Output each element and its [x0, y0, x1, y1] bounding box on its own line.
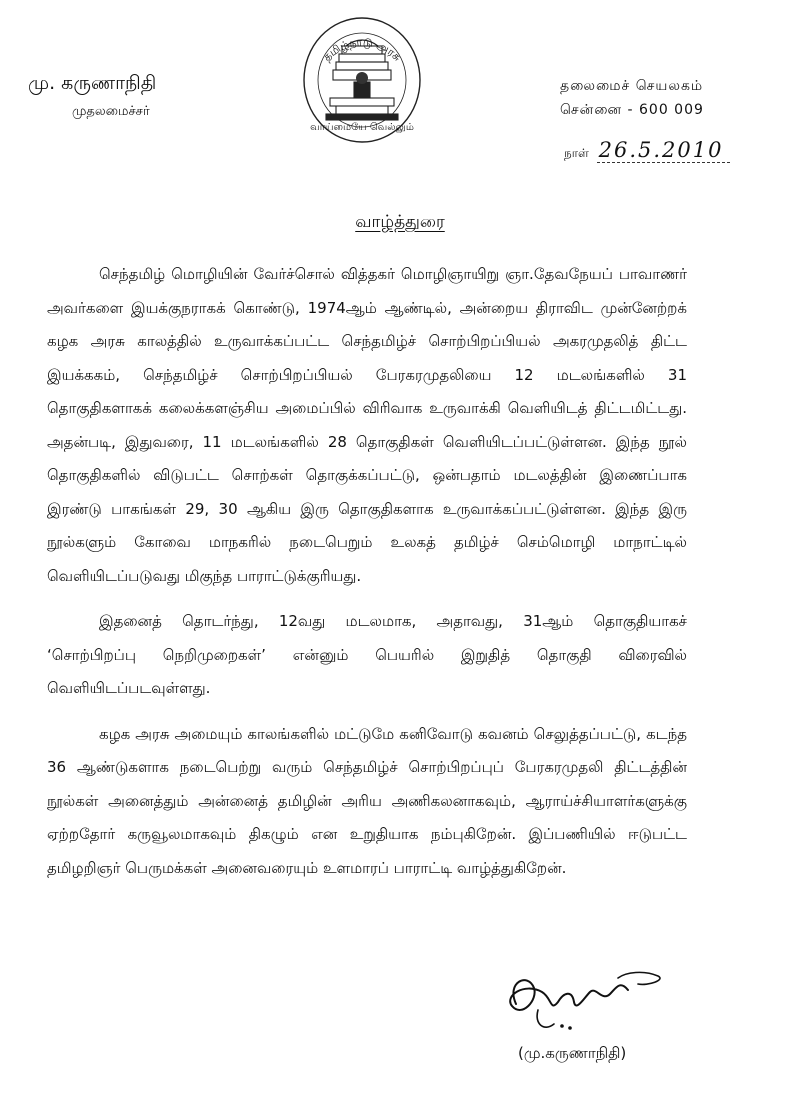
- date-row: [564, 138, 730, 163]
- office-city: சென்னை - 600 009: [560, 102, 704, 118]
- office-name: தலைமைச் செயலகம்: [560, 78, 704, 94]
- document-title: [0, 212, 800, 234]
- date-value: 26.5.2010: [597, 138, 730, 163]
- paragraph: செந்தமிழ் மொழியின் வேர்ச்சொல் வித்தகர் மொழிஞாயிறு ஞா.தேவநேயப் பாவாணர் அவர்களை இயக்குநராகக் கொண்டு, 1974ஆம் ஆண்டில், அன்றைய திராவிட முன்னேற்றக் கழக அரசு காலத்தில் உருவாக்கப்பட்ட செந்தமிழ்ச் சொற்பிறப்பியல் அகரமுதலித் திட்ட இயக்ககம், செந்தமிழ்ச் சொற்பிறப்பியல் பேரகரமுதலியை 12 மடலங்களில் 31 தொகுதிகளாகக் கலைக்களஞ்சிய அமைப்பில் விரிவாக உருவாக்கி வெளியிடத் திட்டமிட்டது. அதன்படி, இதுவரை, 11 மடலங்களில் 28 தொகுதிகள் வெளியிடப்பட்டுள்ளன. இந்த நூல் தொகுதிகளில் விடுபட்ட சொற்கள் தொகுக்கப்பட்டு, ஒன்பதாம் மடலத்தின் இணைப்பாக இரண்டு பாகங்கள் 29, 30 ஆகிய இரு தொகுதிகளாக உருவாக்கப்பட்டுள்ளன. இந்த இரு நூல்களும் கோவை மாநகரில் நடைபெறும் உலகத் தமிழ்ச் செம்மொழி மாநாட்டில் வெளியிடப்படுவது மிகுந்த பாராட்டுக்குரியது.: [47, 265, 687, 585]
- emblem-motto: வாய்மையே வெல்லும்: [310, 122, 414, 133]
- letter-body: [47, 258, 687, 885]
- handwritten-signature: [498, 962, 688, 1048]
- emblem-arc-text: தமிழ்நாடு அரசு: [320, 35, 404, 64]
- paragraph: இதனைத் தொடர்ந்து, 12வது மடலமாக, அதாவது, 31ஆம் தொகுதியாகச் ‘சொற்பிறப்பு நெறிமுறைகள்’ என்னும் பெயரில் இறுதித் தொகுதி விரைவில் வெளியிடப்படவுள்ளது.: [47, 612, 687, 697]
- document-title-text: வாழ்த்துரை: [355, 212, 445, 232]
- date-label: நாள்: [564, 146, 589, 160]
- sender-name: மு. கருணாநிதி: [28, 72, 157, 94]
- sender-title: முதலமைச்சர்: [72, 104, 150, 119]
- paragraph: கழக அரசு அமையும் காலங்களில் மட்டுமே கனிவோடு கவனம் செலுத்தப்பட்டு, கடந்த 36 ஆண்டுகளாக நடைபெற்று வரும் செந்தமிழ்ச் சொற்பிறப்புப் பேரகரமுதலி திட்டத்தின் நூல்கள் அனைத்தும் அன்னைத் தமிழின் அரிய அணிகலனாகவும், ஆராய்ச்சியாளர்களுக்கு ஏற்றதோர் கருவூலமாகவும் திகழும் என உறுதியாக நம்புகிறேன். இப்பணியில் ஈடுபட்ட தமிழறிஞர் பெருமக்கள் அனைவரையும் உளமாரப் பாராட்டி வாழ்த்துகிறேன்.: [47, 724, 687, 877]
- signatory-name: (மு.கருணாநிதி): [518, 1044, 627, 1062]
